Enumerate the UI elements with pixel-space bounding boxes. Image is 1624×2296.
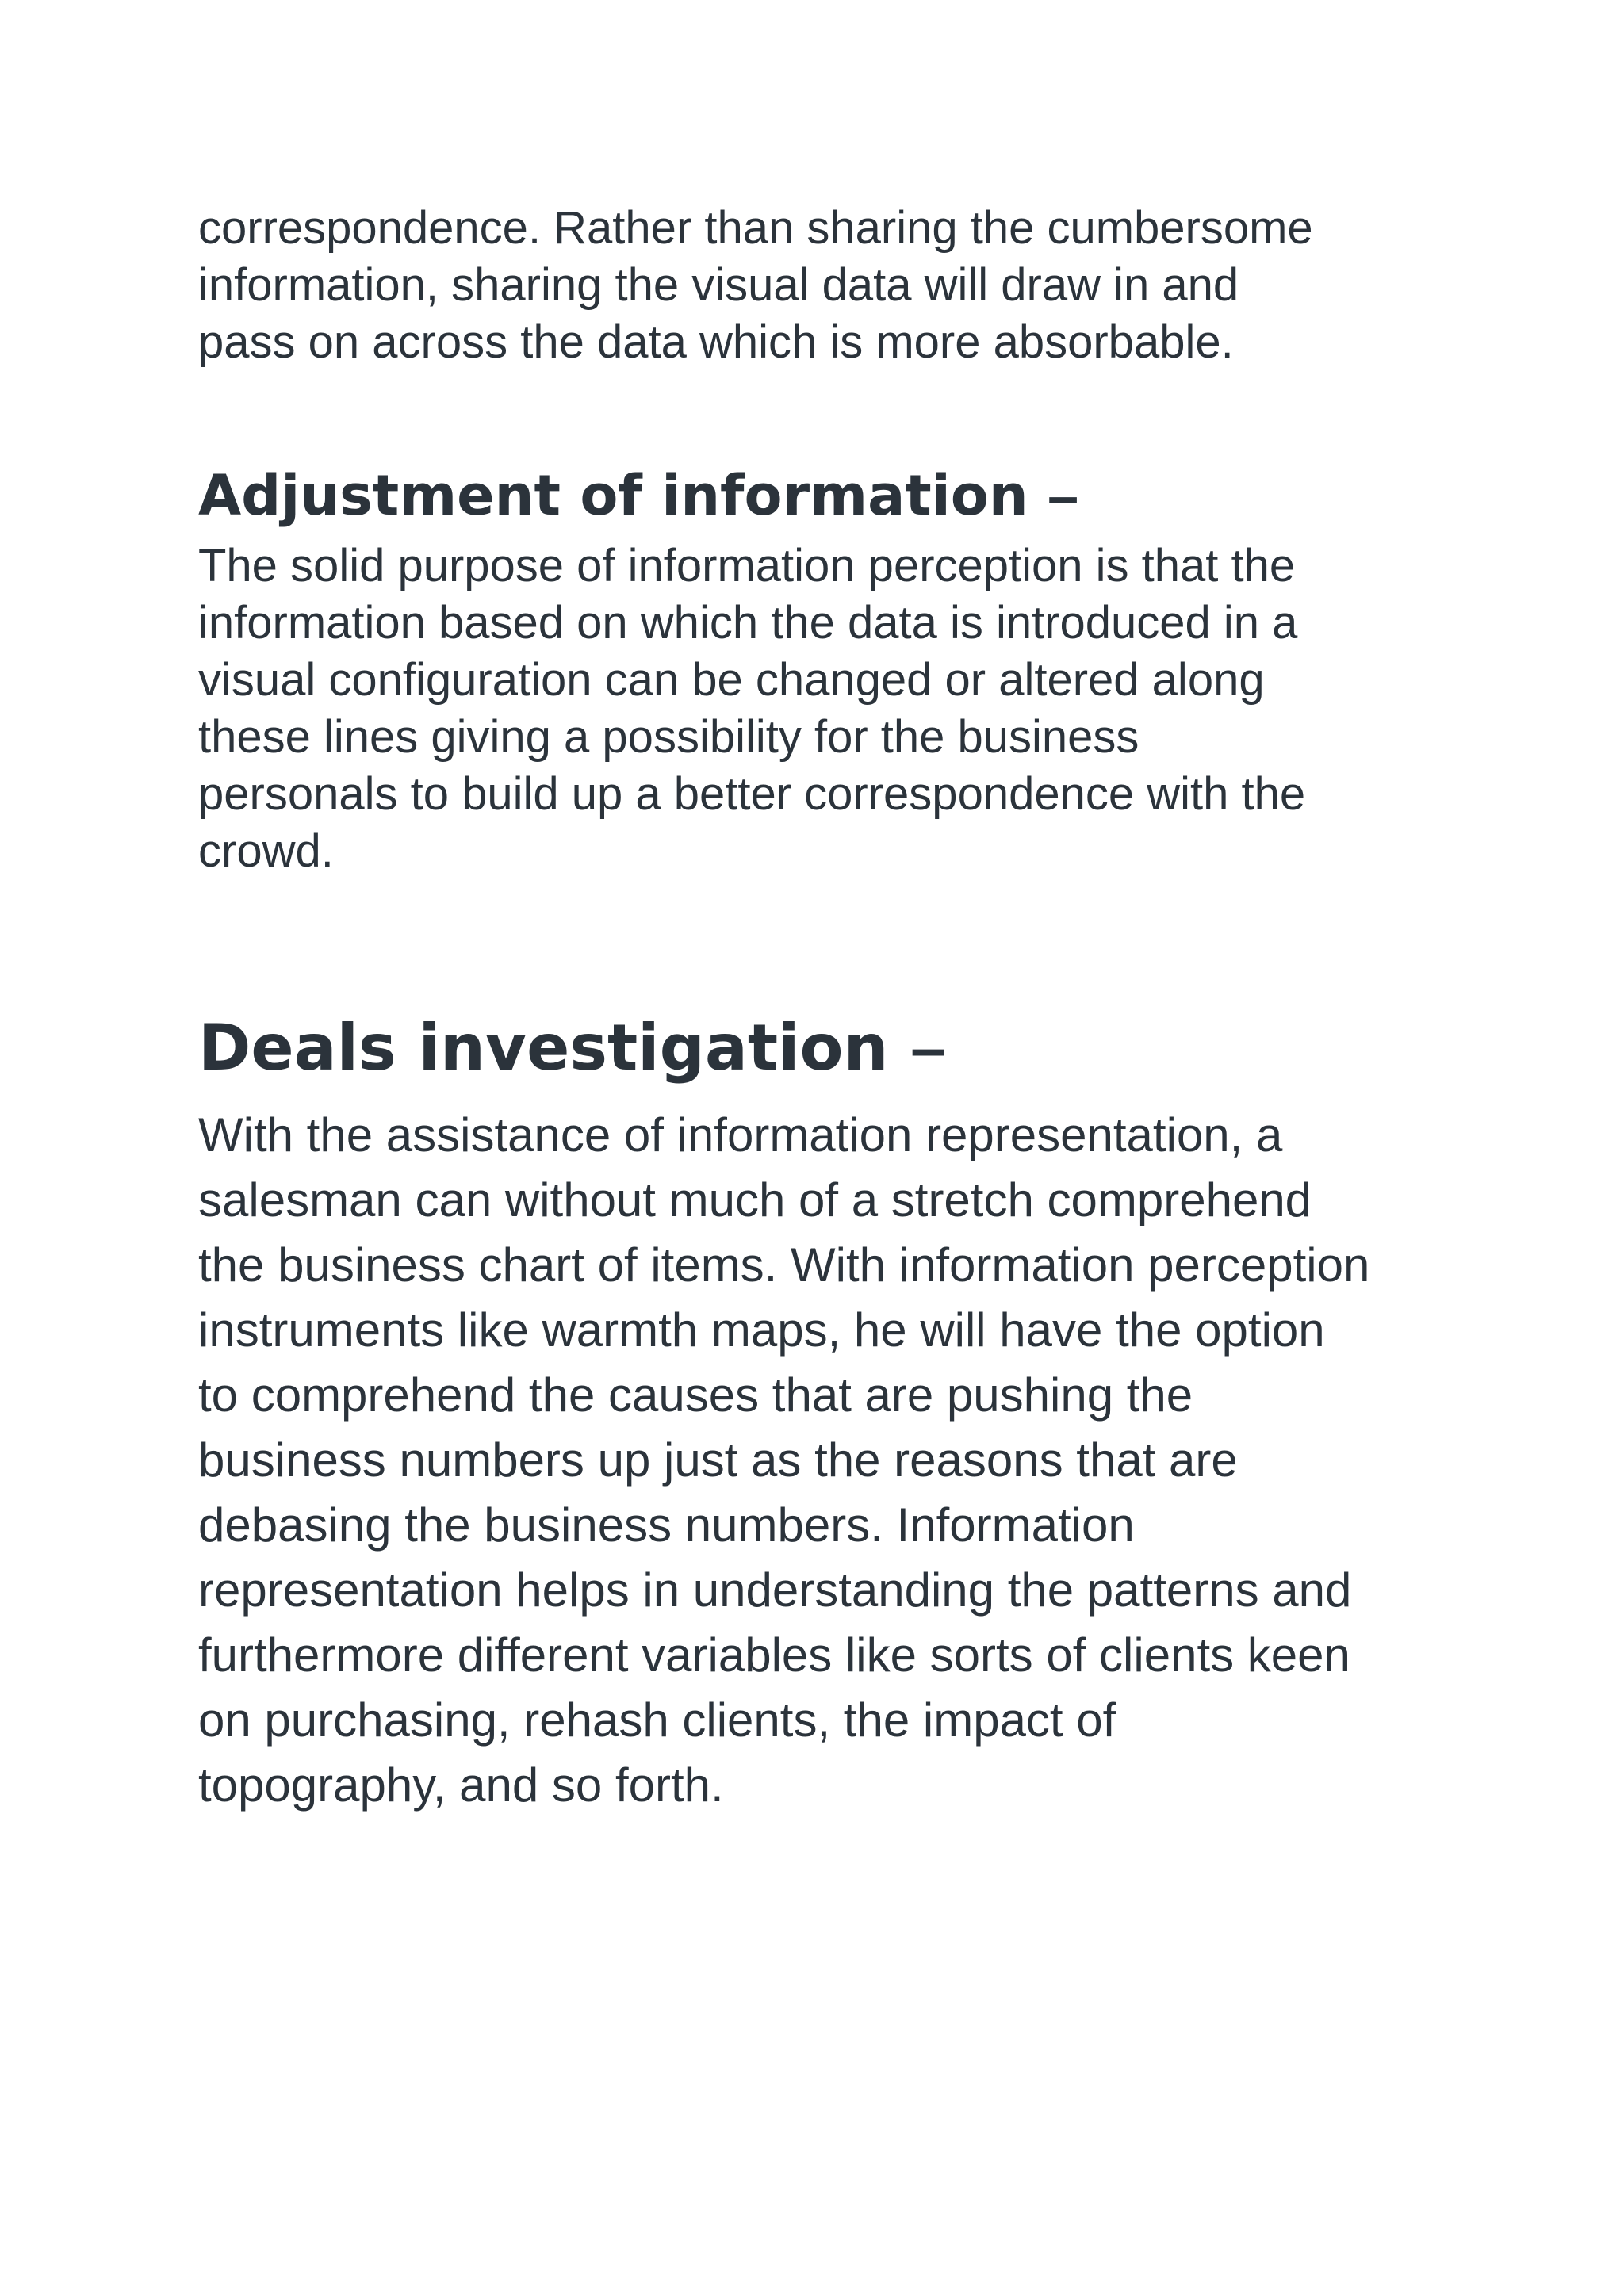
paragraph-line: to comprehend the causes that are pushing the	[198, 1368, 1193, 1422]
section-heading-deals	[198, 1007, 946, 1089]
paragraph-line: these lines giving a possibility for the business	[198, 711, 1139, 763]
paragraph-line: crowd.	[198, 825, 334, 877]
paragraph-line: information, sharing the visual data will draw in and	[198, 259, 1239, 311]
paragraph-line: topography, and so forth.	[198, 1758, 724, 1812]
paragraph-line: on purchasing, rehash clients, the impact of	[198, 1693, 1116, 1747]
paragraph-line: The solid purpose of information perception is that the	[198, 540, 1296, 591]
heading-dash: –	[910, 1012, 946, 1083]
paragraph-line: personals to build up a better correspondence with the	[198, 768, 1306, 820]
paragraph-line: visual configuration can be changed or altered along	[198, 654, 1265, 706]
paragraph-line: debasing the business numbers. Information	[198, 1498, 1135, 1552]
paragraph-line: representation helps in understanding the patterns and	[198, 1563, 1352, 1617]
paragraph-line: pass on across the data which is more absorbable.	[198, 316, 1234, 368]
section-heading-text: Deals investigation	[198, 1011, 889, 1085]
paragraph-line: With the assistance of information representation, a	[198, 1108, 1283, 1161]
section-heading-text: Adjustment of information	[198, 463, 1028, 528]
paragraph-line: salesman can without much of a stretch comprehend	[198, 1173, 1312, 1226]
paragraph-line: the business chart of items. With information perception	[198, 1238, 1370, 1292]
section-heading-adjustment	[198, 460, 1078, 531]
paragraph-line: furthermore different variables like sorts of clients keen	[198, 1628, 1350, 1682]
paragraph-line: correspondence. Rather than sharing the cumbersome	[198, 202, 1313, 254]
paragraph-line: instruments like warmth maps, he will have the option	[198, 1303, 1325, 1357]
paragraph-line: information based on which the data is introduced in a	[198, 597, 1298, 649]
paragraph-line: business numbers up just as the reasons that are	[198, 1433, 1238, 1487]
heading-dash: –	[1048, 465, 1078, 526]
